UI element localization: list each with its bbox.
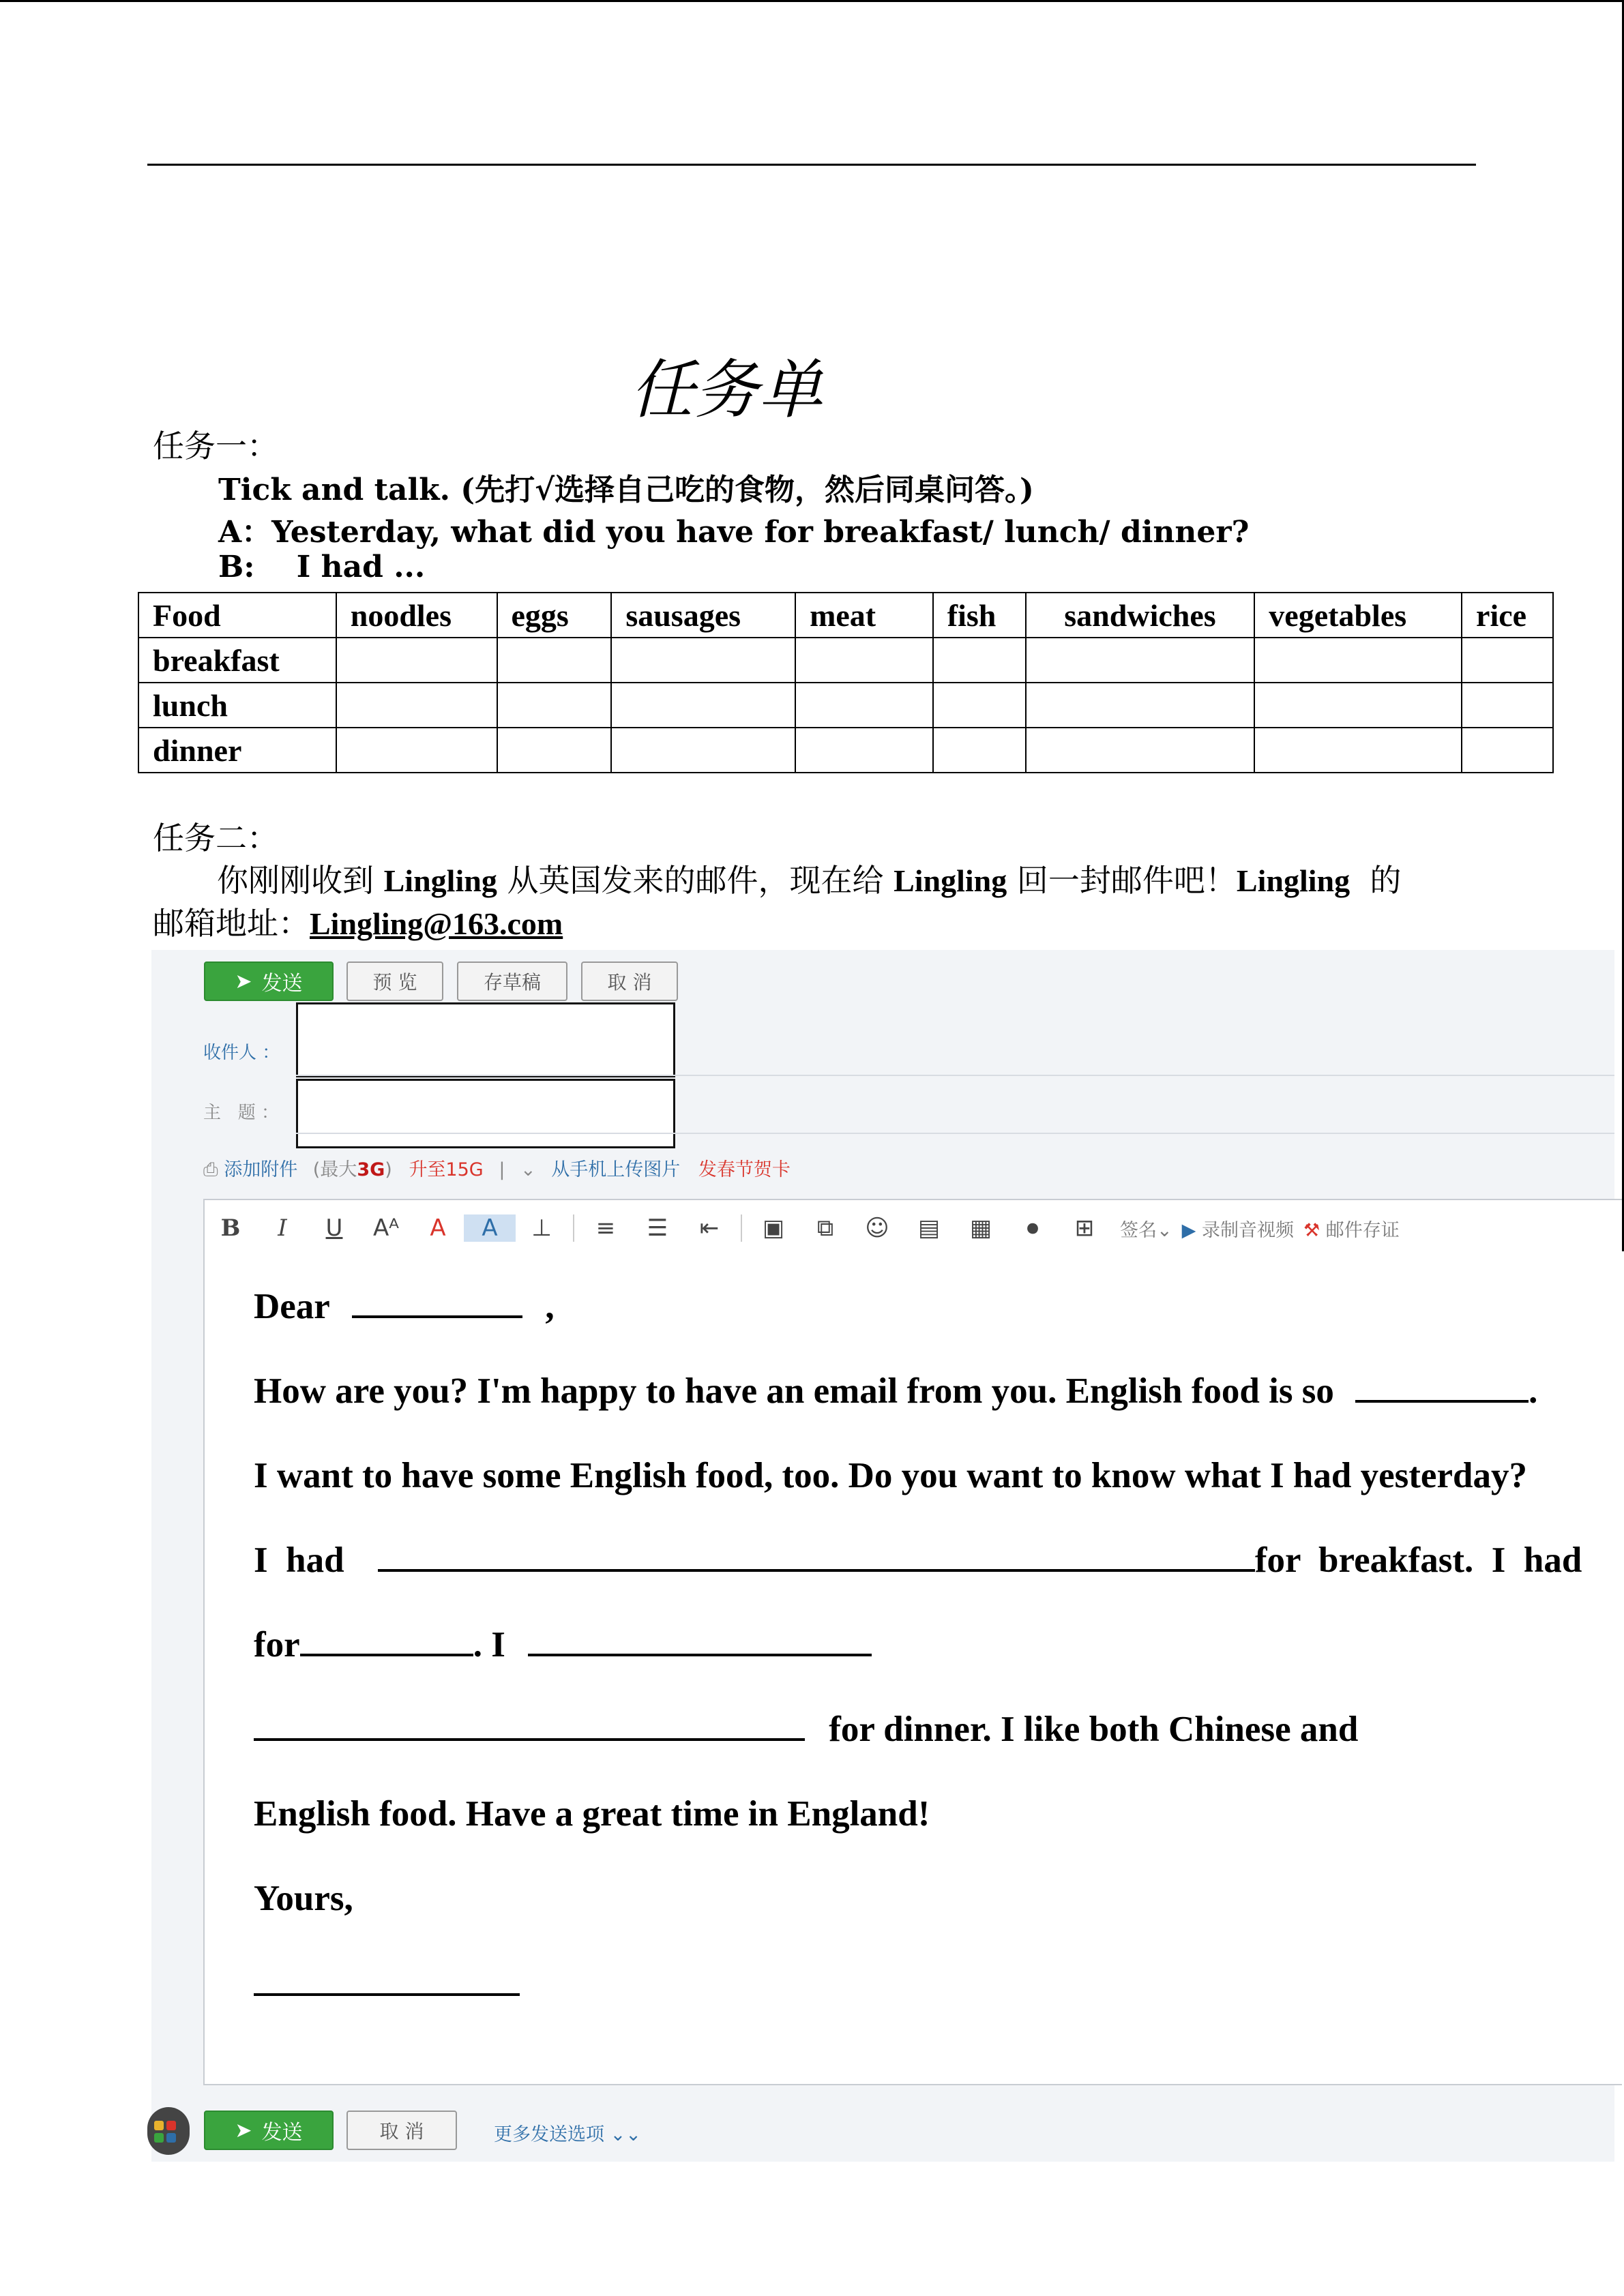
font-color-icon[interactable]: A bbox=[430, 1214, 446, 1242]
send-button[interactable] bbox=[204, 961, 334, 1001]
task2-instruction bbox=[217, 856, 1401, 901]
blank-signature[interactable] bbox=[254, 1966, 520, 1996]
bold-icon[interactable]: B bbox=[220, 1214, 241, 1242]
add-attachment-link[interactable]: 添加附件 bbox=[224, 1159, 298, 1180]
table-row bbox=[138, 683, 1553, 728]
blank-verb[interactable] bbox=[528, 1626, 872, 1656]
cancel-button[interactable]: 取 消 bbox=[581, 961, 678, 1001]
blank-name[interactable] bbox=[352, 1288, 522, 1318]
attachment-limit-prefix: (最大 bbox=[312, 1159, 357, 1180]
row-label: breakfast bbox=[138, 638, 336, 683]
save-draft-button[interactable]: 存草稿 bbox=[457, 961, 567, 1001]
chevron-down-icon[interactable]: ⌄ bbox=[520, 1159, 536, 1180]
spring-festival-card-link[interactable]: 发春节贺卡 bbox=[698, 1159, 791, 1180]
app-dock-icon[interactable] bbox=[147, 2107, 190, 2155]
tick-cell[interactable] bbox=[1462, 638, 1553, 683]
tick-cell[interactable] bbox=[336, 683, 497, 728]
emoji-icon[interactable]: ☺ bbox=[865, 1214, 889, 1242]
send-button-label: 发送 bbox=[261, 2121, 303, 2145]
table-header-cell: sandwiches bbox=[1026, 593, 1255, 638]
letter-closing: Yours, bbox=[254, 1879, 353, 1918]
task2-text: 从英国发来的邮件，现在给 bbox=[497, 862, 894, 899]
name-lingling: Lingling bbox=[383, 863, 497, 898]
calendar-icon[interactable]: ▦ bbox=[969, 1214, 992, 1242]
tick-cell[interactable] bbox=[611, 728, 795, 773]
align-left-icon[interactable]: ≡ bbox=[595, 1214, 616, 1242]
subject-label: 主 题 ： bbox=[203, 1103, 280, 1123]
tick-cell[interactable] bbox=[1026, 728, 1255, 773]
tick-cell[interactable] bbox=[1254, 728, 1462, 773]
task2-text: 回一封邮件吧！ bbox=[1007, 862, 1237, 899]
tick-cell[interactable] bbox=[497, 683, 612, 728]
tick-cell[interactable] bbox=[1462, 683, 1553, 728]
background-color-icon[interactable]: A bbox=[464, 1214, 516, 1242]
tick-cell[interactable] bbox=[1462, 728, 1553, 773]
tick-cell[interactable] bbox=[795, 638, 933, 683]
record-video-label: 录制音视频 bbox=[1201, 1219, 1294, 1241]
table-row bbox=[138, 728, 1553, 773]
attachment-limit-value: 3G bbox=[357, 1159, 385, 1180]
food-table bbox=[138, 592, 1554, 773]
table-header-cell: rice bbox=[1462, 593, 1553, 638]
screenshot-icon[interactable]: ⧉ bbox=[816, 1214, 834, 1242]
page-top-border bbox=[0, 0, 1624, 2]
tick-cell[interactable] bbox=[336, 728, 497, 773]
table-header-row bbox=[138, 593, 1553, 638]
tick-cell[interactable] bbox=[933, 683, 1026, 728]
grid-icon bbox=[166, 2133, 176, 2143]
name-lingling: Lingling bbox=[1236, 863, 1350, 898]
attachment-divider: | bbox=[499, 1159, 505, 1180]
blank-breakfast[interactable] bbox=[378, 1542, 1255, 1572]
field-divider bbox=[296, 1075, 1614, 1076]
task2-text: 的 bbox=[1350, 862, 1402, 899]
tick-cell[interactable] bbox=[611, 638, 795, 683]
recipient-input[interactable] bbox=[296, 1002, 675, 1077]
field-divider bbox=[296, 1133, 1614, 1134]
header-rule bbox=[147, 164, 1476, 166]
table-header-cell: meat bbox=[795, 593, 933, 638]
email-address-line bbox=[153, 899, 563, 944]
more-send-options-link[interactable]: 更多发送选项 ⌄⌄ bbox=[494, 2124, 641, 2145]
table-header-cell: Food bbox=[138, 593, 336, 638]
format-brush-icon[interactable]: ⊥ bbox=[531, 1214, 552, 1242]
blank-dinner[interactable] bbox=[254, 1711, 805, 1741]
toolbar-divider bbox=[573, 1214, 574, 1242]
document-title: 任务单 bbox=[630, 353, 823, 428]
table-header-cell: sausages bbox=[611, 593, 795, 638]
letter-text: for dinner. I like both Chinese and bbox=[829, 1710, 1359, 1749]
letter-text: I had bbox=[254, 1540, 344, 1580]
task2-text: 你刚刚收到 bbox=[217, 862, 384, 899]
paperclip-icon: ⎙ bbox=[203, 1159, 218, 1180]
letter-text: . bbox=[1529, 1371, 1538, 1411]
letter-line: I want to have some English food, too. Do you want to know what I had yesterday? bbox=[254, 1456, 1527, 1495]
signature-dropdown[interactable] bbox=[1120, 1215, 1172, 1242]
row-label: lunch bbox=[138, 683, 336, 728]
bullet-list-icon[interactable]: ☰ bbox=[647, 1214, 668, 1242]
bottom-send-button[interactable] bbox=[204, 2111, 334, 2150]
attachment-limit-suffix: ) bbox=[385, 1159, 392, 1180]
letter-line bbox=[254, 1709, 1358, 1750]
attachment-bar bbox=[203, 1154, 791, 1181]
bottom-cancel-button[interactable]: 取 消 bbox=[346, 2111, 457, 2150]
task1-line-b: B: I had ... bbox=[218, 550, 426, 584]
table-header-cell: fish bbox=[933, 593, 1026, 638]
tick-cell[interactable] bbox=[336, 638, 497, 683]
letter-line bbox=[254, 1540, 1582, 1581]
recipient-label: 收件人 ： bbox=[203, 1043, 280, 1063]
table-header-cell: vegetables bbox=[1254, 593, 1462, 638]
table-row bbox=[138, 638, 1553, 683]
letter-text: How are you? I'm happy to have an email from you. English food is so bbox=[254, 1371, 1334, 1411]
indent-icon[interactable]: ⇤ bbox=[699, 1214, 720, 1242]
tick-cell[interactable] bbox=[1254, 683, 1462, 728]
letter-line bbox=[254, 1371, 1537, 1412]
signature-line bbox=[254, 1964, 520, 2005]
subject-input[interactable] bbox=[296, 1079, 675, 1148]
blank-adjective[interactable] bbox=[1355, 1373, 1529, 1403]
send-button-label: 发送 bbox=[261, 972, 303, 996]
chevron-down-icon: ⌄ bbox=[1157, 1219, 1172, 1241]
underline-icon[interactable]: U bbox=[325, 1214, 343, 1242]
tick-cell[interactable] bbox=[1254, 638, 1462, 683]
grid-icon bbox=[154, 2133, 164, 2143]
editor-toolbar bbox=[205, 1200, 1622, 1256]
preview-button[interactable]: 预 览 bbox=[346, 961, 443, 1001]
table-header-cell: noodles bbox=[336, 593, 497, 638]
tick-cell[interactable] bbox=[933, 638, 1026, 683]
tick-cell[interactable] bbox=[497, 728, 612, 773]
image-icon[interactable]: ▣ bbox=[762, 1214, 785, 1242]
email-address-label: 邮箱地址： bbox=[153, 905, 310, 942]
record-video-button[interactable] bbox=[1182, 1215, 1294, 1242]
table-header-cell: eggs bbox=[497, 593, 612, 638]
tick-cell[interactable] bbox=[611, 683, 795, 728]
mail-evidence-label: 邮件存证 bbox=[1325, 1219, 1400, 1241]
template-icon[interactable]: ▤ bbox=[917, 1214, 941, 1242]
letter-line bbox=[254, 1624, 872, 1665]
name-lingling: Lingling bbox=[894, 863, 1007, 898]
blank-meal[interactable] bbox=[300, 1626, 473, 1656]
microphone-icon[interactable]: ⏺ bbox=[1027, 1214, 1039, 1242]
paper-plane-icon: ➤ bbox=[235, 969, 252, 994]
tick-cell[interactable] bbox=[497, 638, 612, 683]
tick-cell[interactable] bbox=[795, 728, 933, 773]
tick-cell[interactable] bbox=[933, 728, 1026, 773]
mail-evidence-button[interactable] bbox=[1303, 1215, 1400, 1242]
task1-instruction: Tick and talk. (先打√选择自己吃的食物，然后同桌问答。) bbox=[218, 473, 1034, 507]
letter-line: English food. Have a great time in England! bbox=[254, 1794, 930, 1834]
toolbar-divider bbox=[741, 1214, 742, 1242]
grid-icon bbox=[154, 2121, 164, 2130]
paper-plane-icon: ➤ bbox=[235, 2118, 252, 2143]
translate-icon[interactable]: ⊞ bbox=[1074, 1214, 1095, 1242]
signature-label: 签名 bbox=[1120, 1219, 1157, 1241]
italic-icon[interactable]: I bbox=[278, 1214, 287, 1242]
gavel-icon: ⚒ bbox=[1303, 1219, 1320, 1241]
tick-cell[interactable] bbox=[1026, 638, 1255, 683]
task1-line-a: A：Yesterday, what did you have for breakfast/ lunch/ dinner? bbox=[218, 515, 1250, 550]
tick-cell[interactable] bbox=[795, 683, 933, 728]
email-address-link[interactable]: Lingling@163.com bbox=[310, 906, 563, 941]
task2-heading: 任务二： bbox=[153, 820, 278, 856]
letter-greeting-line bbox=[254, 1286, 555, 1327]
letter-greeting: Dear bbox=[254, 1287, 329, 1326]
task1-heading: 任务一： bbox=[153, 428, 278, 464]
video-camera-icon: ▶ bbox=[1181, 1219, 1196, 1241]
upload-from-phone-link[interactable]: 从手机上传图片 bbox=[551, 1159, 681, 1180]
upgrade-storage-link[interactable]: 升至15G bbox=[409, 1159, 484, 1180]
grid-icon bbox=[166, 2121, 176, 2130]
tick-cell[interactable] bbox=[1026, 683, 1255, 728]
font-size-icon[interactable]: Aᴬ bbox=[373, 1214, 399, 1242]
letter-text: . I bbox=[473, 1625, 505, 1665]
letter-text: for breakfast. I had bbox=[1254, 1540, 1582, 1580]
row-label: dinner bbox=[138, 728, 336, 773]
letter-text: for bbox=[254, 1625, 300, 1665]
greeting-comma: , bbox=[545, 1287, 555, 1326]
